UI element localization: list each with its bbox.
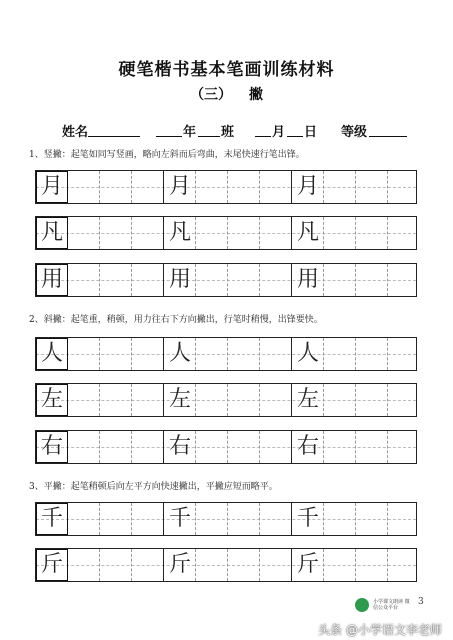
- grid-divider: [131, 549, 132, 581]
- worksheet-subtitle: [0, 84, 453, 104]
- model-character: 千: [40, 506, 63, 531]
- grid-center-line: [36, 187, 416, 188]
- publisher-logo: [355, 597, 411, 615]
- model-character: 用: [296, 267, 319, 292]
- grid-divider: [259, 431, 260, 463]
- student-info-line: [0, 121, 453, 141]
- practice-row: [35, 216, 417, 250]
- grid-center-line: [36, 400, 416, 401]
- section-1-instruction: 1、竖撇：起笔如同写竖画，略向左斜而后弯曲，末尾快速行笔出锋。: [29, 150, 305, 160]
- model-character: 月: [40, 174, 63, 199]
- grid-divider: [355, 338, 356, 370]
- grid-divider: [131, 431, 132, 463]
- grid-divider: [387, 384, 388, 416]
- grid-divider: [131, 384, 132, 416]
- model-character: 凡: [40, 220, 63, 245]
- section-2-instruction: 2、斜撇：起笔重，稍顿，用力往右下方向撇出，行笔时稍慢，出锋要快。: [29, 315, 323, 325]
- worksheet-title: 硬笔楷书基本笔画训练材料: [118, 60, 335, 80]
- month-blank: [255, 136, 271, 137]
- model-character: 用: [40, 267, 63, 292]
- grid-divider: [355, 431, 356, 463]
- grade-label: 等级: [341, 125, 368, 140]
- subtitle-number: （三）: [190, 87, 233, 103]
- section-3-instruction: 3、平撇：起笔稍顿后向左平方向快速撇出，平撇应短而略平。: [29, 482, 278, 492]
- practice-row: [35, 337, 417, 371]
- grid-divider: [227, 171, 228, 203]
- grid-divider: [259, 384, 260, 416]
- grid-divider: [259, 264, 260, 296]
- model-character: 左: [40, 387, 63, 412]
- practice-row: [35, 383, 417, 417]
- name-label: 姓名: [62, 125, 89, 140]
- grid-divider: [387, 217, 388, 249]
- grid-divider: [99, 171, 100, 203]
- grid-divider: [99, 217, 100, 249]
- grid-divider: [355, 503, 356, 535]
- grid-divider: [99, 503, 100, 535]
- grid-divider: [355, 549, 356, 581]
- model-character: 月: [296, 174, 319, 199]
- day-label: 日: [304, 125, 318, 140]
- grid-divider: [227, 431, 228, 463]
- grid-center-line: [36, 280, 416, 281]
- class-number-blank: [198, 136, 220, 137]
- model-character: 右: [296, 434, 319, 459]
- grid-divider: [99, 431, 100, 463]
- grid-divider: [355, 384, 356, 416]
- grid-divider: [387, 503, 388, 535]
- grid-divider: [387, 264, 388, 296]
- grid-divider: [227, 217, 228, 249]
- grid-center-line: [36, 519, 416, 520]
- grid-divider: [227, 384, 228, 416]
- model-character: 千: [168, 506, 191, 531]
- model-character: 斤: [40, 552, 63, 577]
- model-character: 凡: [296, 220, 319, 245]
- model-character: 左: [168, 387, 191, 412]
- grid-divider: [99, 264, 100, 296]
- year-label: 年: [183, 125, 197, 140]
- grid-divider: [259, 503, 260, 535]
- grid-divider: [259, 549, 260, 581]
- grid-divider: [227, 503, 228, 535]
- year-blank: [156, 136, 182, 137]
- grid-center-line: [36, 447, 416, 448]
- grade-blank: [369, 136, 407, 137]
- grid-divider: [227, 549, 228, 581]
- model-character: 斤: [296, 552, 319, 577]
- grid-divider: [355, 217, 356, 249]
- model-character: 人: [296, 341, 319, 366]
- grid-divider: [131, 503, 132, 535]
- month-label: 月: [272, 125, 286, 140]
- grid-divider: [355, 171, 356, 203]
- logo-text: 小学课文朗读 微信公众平台: [373, 599, 410, 611]
- grid-divider: [131, 338, 132, 370]
- class-label: 班: [221, 125, 235, 140]
- practice-row: [35, 263, 417, 297]
- grid-divider: [131, 264, 132, 296]
- grid-center-line: [36, 354, 416, 355]
- model-character: 凡: [168, 220, 191, 245]
- model-character: 人: [40, 341, 63, 366]
- model-character: 月: [168, 174, 191, 199]
- model-character: 左: [296, 387, 319, 412]
- practice-row: [35, 430, 417, 464]
- page-number: 3: [418, 597, 424, 607]
- grid-divider: [99, 338, 100, 370]
- grid-center-line: [36, 233, 416, 234]
- model-character: 斤: [168, 552, 191, 577]
- model-character: 人: [168, 341, 191, 366]
- logo-badge-icon: [355, 598, 369, 612]
- model-character: 用: [168, 267, 191, 292]
- subtitle-stroke: 撇: [248, 87, 263, 103]
- watermark: 头条 @小学语文李老师: [318, 623, 442, 637]
- practice-row: [35, 548, 417, 582]
- model-character: 右: [168, 434, 191, 459]
- grid-divider: [387, 338, 388, 370]
- grid-divider: [387, 171, 388, 203]
- day-blank: [287, 136, 303, 137]
- grid-center-line: [36, 565, 416, 566]
- grid-divider: [355, 264, 356, 296]
- practice-row: [35, 502, 417, 536]
- grid-divider: [99, 384, 100, 416]
- model-character: 千: [296, 506, 319, 531]
- grid-divider: [387, 549, 388, 581]
- name-blank: [88, 136, 140, 137]
- grid-divider: [259, 171, 260, 203]
- practice-row: [35, 170, 417, 204]
- model-character: 右: [40, 434, 63, 459]
- grid-divider: [227, 264, 228, 296]
- grid-divider: [259, 338, 260, 370]
- grid-divider: [259, 217, 260, 249]
- grid-divider: [227, 338, 228, 370]
- grid-divider: [131, 217, 132, 249]
- grid-divider: [99, 549, 100, 581]
- grid-divider: [387, 431, 388, 463]
- grid-divider: [131, 171, 132, 203]
